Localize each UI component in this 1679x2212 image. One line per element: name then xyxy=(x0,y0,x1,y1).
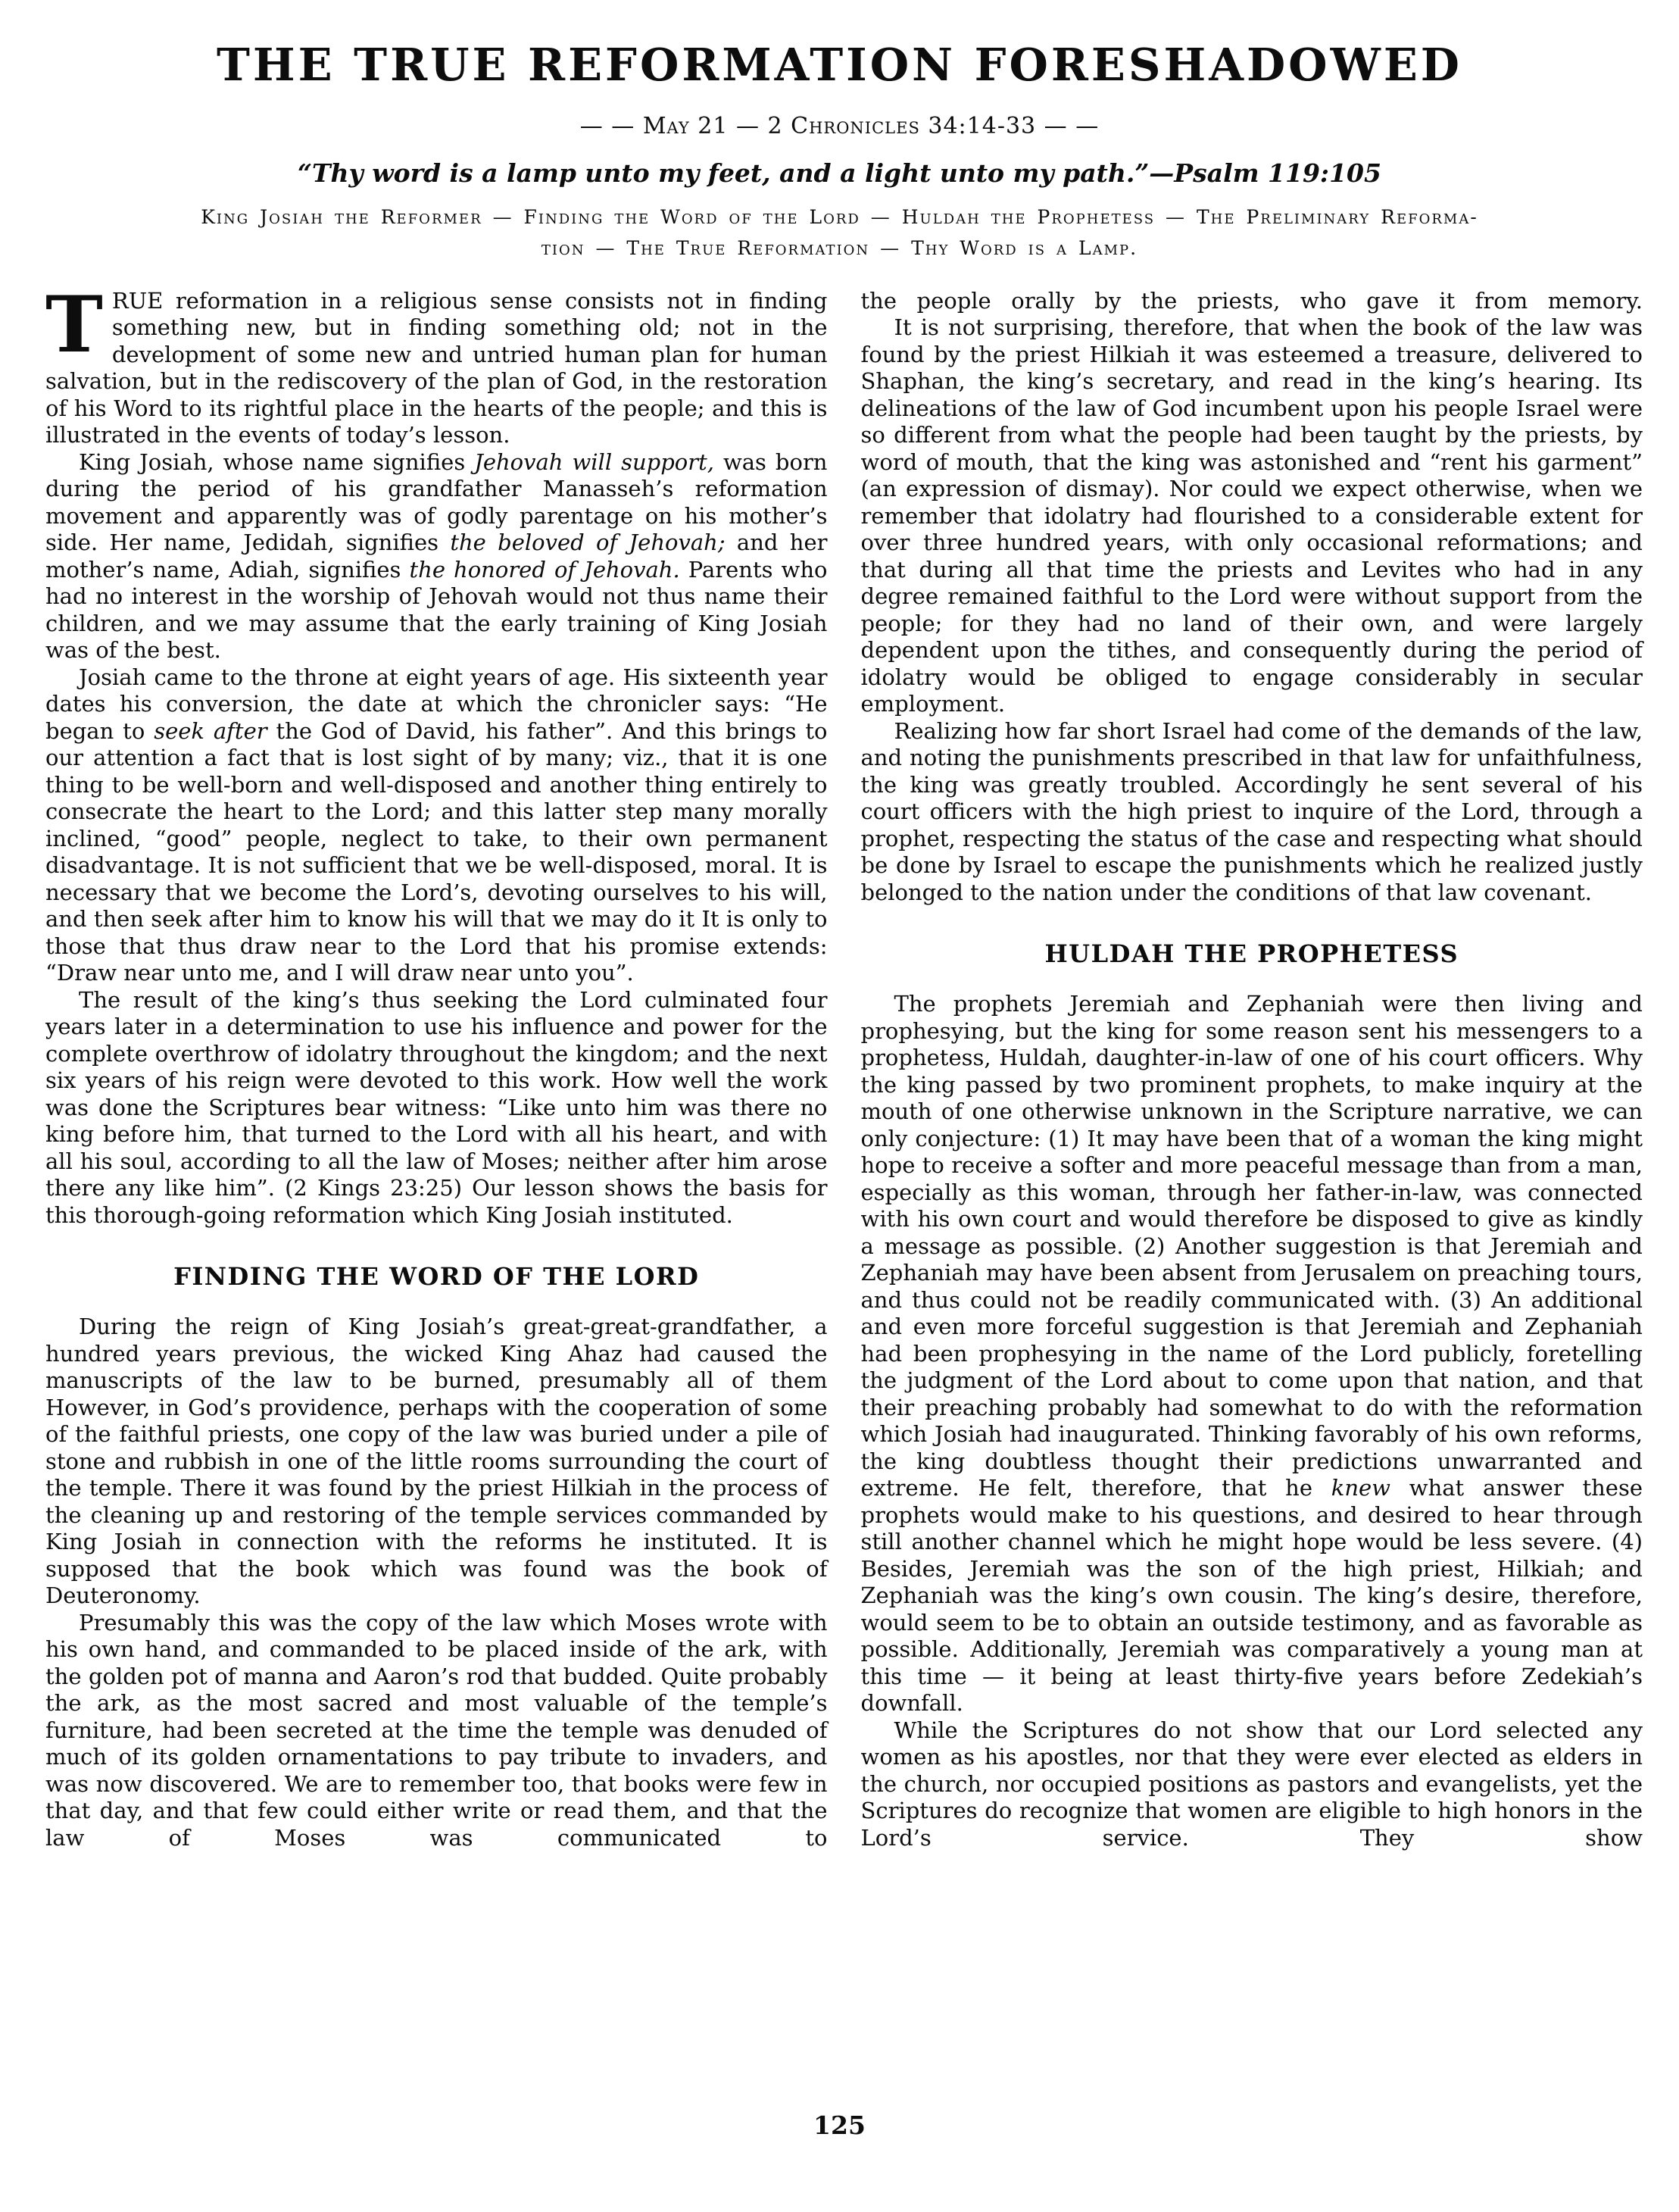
text-segment: the God of David, his father”. And this brings to our attention a fact that is lost sight of by many; viz., that it is one thing to be well-born and well-disposed and another thing entirely to consecrate the heart to the Lord; and this latter step many morally inclined, “good” people, neglect to take, to their own permanent disadvantage. It is not sufficient that we be well-disposed, moral. It is necessary that we become the Lord’s, devoting ourselves to his will, and then seek after him to know his will that we may do it It is only to those that thus draw near to the Lord that his promise extends: “Draw near unto me, and I will draw near unto you”. xyxy=(45,717,828,986)
text-segment: King Josiah, whose name signifies xyxy=(79,448,475,475)
paragraph xyxy=(45,279,828,449)
paragraph xyxy=(45,449,828,664)
topics-line-1: King Josiah the Reformer — Finding the Word of the Lord — Huldah the Prophetess — The Preliminary Reforma- xyxy=(201,205,1478,228)
text-segment: knew xyxy=(1331,1475,1390,1501)
paragraph xyxy=(45,1610,828,1852)
text-segment: seek after xyxy=(154,717,267,744)
paragraph xyxy=(861,991,1643,1717)
text-segment: Jehovah will support, xyxy=(474,448,714,475)
paragraph xyxy=(861,718,1643,907)
text-segment: the honored of Jehovah. xyxy=(409,556,680,583)
text-segment: what answer these prophets would make to his questions, and desired to hear through still another channel which he might hope would be less severe. (4) Besides, Jeremiah was the son of the high priest, Hilkiah; and Zephaniah was the king’s own cousin. The king’s desire, therefore, would seem to be to obtain an outside testimony, and as favorable as possible. Additionally, Jeremiah was comparatively a young man at this time — it being at least thirty-five years before Zedekiah’s downfall. xyxy=(860,1475,1643,1717)
text-segment: was born during the period of his grandfather Manasseh’s reformation movement and apparently was of godly parentage on his mother’s side. Her name, Jedidah, signifies xyxy=(45,448,828,556)
text-segment: The prophets Jeremiah and Zephaniah were then living and prophesying, but the king for some reason sent his messengers to a prophetess, Huldah, daughter-in-law of one of his court officers. Why the king passed by two prominent prophets, to make inquiry at the mouth of one otherwise unknown in the Scripture narrative, we can only conjecture: (1) It may have been that of a woman the king might hope to receive a softer and more peaceful message than from a man, especially as this woman, through her father-in-law, was connected with his own court and would therefore be disposed to give as kindly a message as possible. (2) Another suggestion is that Jeremiah and Zephaniah may have been absent from Jerusalem on preaching tours, and thus could not be readily communicated with. (3) An additional and even more forceful suggestion is that Jeremiah and Zephaniah had been prophesying in the name of the Lord publicly, foretelling the judgment of the Lord about to come upon that nation, and that their preaching probably had somewhat to do with the reformation which Josiah had inaugurated. Thinking favorably of his own reforms, the king doubtless thought their predictions unwarranted and extreme. He felt, therefore, that he xyxy=(860,991,1643,1501)
section-heading: FINDING THE WORD OF THE LORD xyxy=(173,1262,700,1292)
paragraph xyxy=(45,1314,828,1610)
text-segment: During the reign of King Josiah’s great-great-grandfather, a hundred years previous, the wicked King Ahaz had caused the manuscripts of the law to be burned, presumably all of them However, in God’s providence, perhaps with the cooperation of some of the faithful priests, one copy of the law was buried under a pile of stone and rubbish in one of the little rooms surrounding the court of the temple. There it was found by the priest Hilkiah in the process of the cleaning up and restoring of the temple services commanded by King Josiah in connection with the reforms he instituted. It is supposed that the book which was found was the book of Deuteronomy. xyxy=(45,1314,828,1609)
text-segment: It is not surprising, therefore, that when the book of the law was found by the priest Hilkiah it was esteemed a treasure, delivered to Shaphan, the king’s secretary, and read in the king’s hearing. Its delineations of the law of God incumbent upon his people Israel were so different from what the people had been taught by the priests, by word of mouth, that the king was astonished and “rent his garment” (an expression of dismay). Nor could we expect otherwise, when we remember that idolatry had flourished to a considerable extent for over three hundred years, with only occasional reformations; and that during all that time the priests and Levites who had in any degree remained faithful to the Lord were without support from the people; for they had no land of their own, and were largely dependent upon the tithes, and consequently during the period of idolatry would be obliged to engage considerably in secular employment. xyxy=(860,314,1643,717)
right-column xyxy=(861,288,1643,1852)
text-segment: the beloved of Jehovah; xyxy=(450,530,726,556)
drop-cap: T xyxy=(45,279,103,370)
text-segment: RUE reformation in a religious sense consists not in finding something new, but in finding something old; not in the development of some new and untried human plan for human salvation, but in the rediscovery of the plan of God, in the restoration of his Word to its rightful place in the hearts of the people; and this is illustrated in the events of today’s lesson. xyxy=(45,287,828,448)
text-segment: the people orally by the priests, who gave it from memory. xyxy=(860,287,1643,314)
two-column-body xyxy=(0,259,1679,1852)
lesson-date-scripture-reference: — — May 21 — 2 Chronicles 34:14-33 — — xyxy=(579,112,1100,139)
page-header xyxy=(0,0,1679,259)
paragraph xyxy=(45,664,828,987)
text-segment: and her mother’s name, Adiah, signifies xyxy=(45,530,828,583)
paragraph xyxy=(45,987,828,1229)
topics-line-2: tion — The True Reformation — Thy Word is a Lamp. xyxy=(541,236,1138,259)
left-column xyxy=(45,279,828,1852)
golden-text-verse: “Thy word is a lamp unto my feet, and a light unto my path.”—Psalm 119:105 xyxy=(298,158,1381,188)
paragraph xyxy=(861,288,1643,315)
paragraph xyxy=(861,1717,1643,1852)
text-segment: Josiah came to the throne at eight years of age. His sixteenth year dates his conversion, the date at which the chronicler says: “He began to xyxy=(45,664,828,744)
text-segment: Parents who had no interest in the worship of Jehovah would not thus name their children, and we may assume that the early training of King Josiah was of the best. xyxy=(45,556,828,664)
text-segment: The result of the king’s thus seeking the Lord culminated four years later in a determination to use his influence and power for the complete overthrow of idolatry throughout the kingdom; and the next six years of his reign were devoted to this work. How well the work was done the Scriptures bear witness: “Like unto him was there no king before him, that turned to the Lord with all his heart, and with all his soul, according to all the law of Moses; neither after him arose there any like him”. (2 Kings 23:25) Our lesson shows the basis for this thorough-going reformation which King Josiah instituted. xyxy=(45,986,828,1228)
text-segment: Realizing how far short Israel had come of the demands of the law, and noting the punishments prescribed in that law for unfaithfulness, the king was greatly troubled. Accordingly he sent several of his court officers with the high priest to inquire of the Lord, through a prophet, respecting the status of the case and respecting what should be done by Israel to escape the punishments which he realized justly belonged to the nation under the conditions of that law covenant. xyxy=(860,717,1643,905)
page-number: 125 xyxy=(813,2110,866,2140)
article-title: THE TRUE REFORMATION FORESHADOWED xyxy=(217,39,1462,91)
text-segment: While the Scriptures do not show that our Lord selected any women as his apostles, nor that they were ever elected as elders in the church, nor occupied positions as pastors and evangelists, yet the Scriptures do recognize that women are eligible to high honors in the Lord’s service. They show xyxy=(860,1717,1643,1851)
paragraph xyxy=(861,314,1643,718)
text-segment: Presumably this was the copy of the law which Moses wrote with his own hand, and commanded to be placed inside of the ark, with the golden pot of manna and Aaron’s rod that budded. Quite probably the ark, as the most sacred and most valuable of the temple’s furniture, had been secreted at the time the temple was denuded of much of its golden ornamentations to pay tribute to invaders, and was now discovered. We are to remember too, that books were few in that day, and that few could either write or read them, and that the law of Moses was communicated to xyxy=(45,1609,828,1851)
section-heading: HULDAH THE PROPHETESS xyxy=(1044,939,1459,969)
